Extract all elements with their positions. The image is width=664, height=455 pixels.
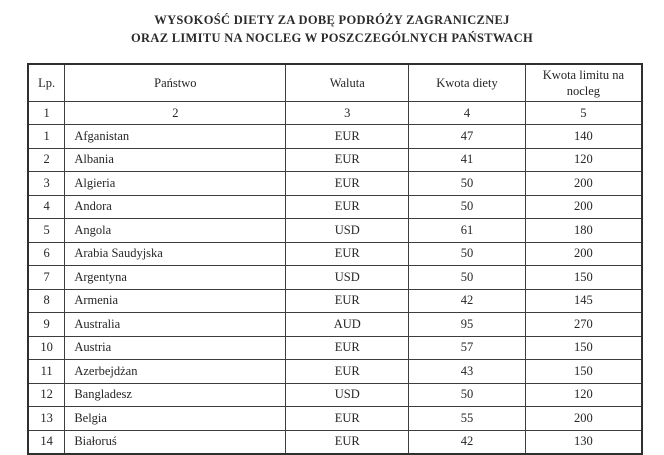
cell-diet-amount: 43 [409,360,526,384]
cell-lp: 1 [28,125,65,149]
cell-currency: EUR [286,148,409,172]
cell-lp: 4 [28,195,65,219]
table-row [28,407,642,431]
cell-night-limit: 140 [525,125,642,149]
cell-night-limit: 130 [525,430,642,454]
cell-lp: 6 [28,242,65,266]
cell-diet-amount: 50 [409,172,526,196]
cell-night-limit: 200 [525,195,642,219]
column-number-2: 2 [65,102,286,125]
column-number-row [28,102,642,125]
cell-country: Białoruś [65,430,286,454]
column-number-5: 5 [525,102,642,125]
cell-country: Belgia [65,407,286,431]
column-header-night-limit: Kwota limitu na nocleg [525,64,642,102]
document-title-line-2: ORAZ LIMITU NA NOCLEG W POSZCZEGÓLNYCH PAŃSTWACH [131,31,533,46]
diet-rates-table [27,63,643,455]
cell-lp: 11 [28,360,65,384]
cell-country: Arabia Saudyjska [65,242,286,266]
cell-country: Armenia [65,289,286,313]
cell-country: Algieria [65,172,286,196]
cell-night-limit: 150 [525,336,642,360]
cell-night-limit: 180 [525,219,642,243]
column-number-4: 4 [409,102,526,125]
table-row [28,219,642,243]
table-row [28,125,642,149]
cell-night-limit: 200 [525,242,642,266]
cell-diet-amount: 50 [409,195,526,219]
cell-diet-amount: 41 [409,148,526,172]
cell-lp: 14 [28,430,65,454]
cell-country: Afganistan [65,125,286,149]
cell-diet-amount: 50 [409,383,526,407]
cell-diet-amount: 50 [409,266,526,290]
cell-diet-amount: 61 [409,219,526,243]
cell-currency: EUR [286,125,409,149]
cell-night-limit: 200 [525,172,642,196]
cell-country: Andora [65,195,286,219]
cell-country: Bangladesz [65,383,286,407]
cell-lp: 3 [28,172,65,196]
cell-currency: EUR [286,430,409,454]
column-header-diet-amount: Kwota diety [409,64,526,102]
cell-lp: 2 [28,148,65,172]
cell-country: Albania [65,148,286,172]
column-number-3: 3 [286,102,409,125]
cell-lp: 9 [28,313,65,337]
cell-country: Angola [65,219,286,243]
cell-currency: USD [286,266,409,290]
cell-diet-amount: 42 [409,430,526,454]
cell-night-limit: 150 [525,266,642,290]
table-body [28,125,642,455]
cell-night-limit: 200 [525,407,642,431]
column-header-lp: Lp. [28,64,65,102]
rates-table-container [27,63,643,455]
cell-country: Austria [65,336,286,360]
cell-currency: AUD [286,313,409,337]
table-row [28,430,642,454]
cell-country: Azerbejdżan [65,360,286,384]
cell-lp: 8 [28,289,65,313]
document-title-line-1: WYSOKOŚĆ DIETY ZA DOBĘ PODRÓŻY ZAGRANICZNEJ [154,13,510,27]
table-row [28,172,642,196]
cell-lp: 7 [28,266,65,290]
cell-night-limit: 145 [525,289,642,313]
document-title [0,0,664,47]
cell-currency: EUR [286,242,409,266]
column-header-country: Państwo [65,64,286,102]
cell-currency: EUR [286,195,409,219]
table-row [28,360,642,384]
table-row [28,313,642,337]
cell-diet-amount: 55 [409,407,526,431]
cell-night-limit: 270 [525,313,642,337]
column-header-currency: Waluta [286,64,409,102]
cell-lp: 5 [28,219,65,243]
cell-country: Argentyna [65,266,286,290]
cell-diet-amount: 95 [409,313,526,337]
cell-currency: EUR [286,289,409,313]
table-row [28,336,642,360]
column-number-1: 1 [28,102,65,125]
cell-night-limit: 120 [525,383,642,407]
cell-currency: EUR [286,360,409,384]
cell-currency: EUR [286,172,409,196]
cell-lp: 12 [28,383,65,407]
cell-currency: USD [286,219,409,243]
cell-currency: EUR [286,407,409,431]
cell-diet-amount: 47 [409,125,526,149]
table-row [28,242,642,266]
table-header-row [28,64,642,102]
cell-lp: 10 [28,336,65,360]
cell-country: Australia [65,313,286,337]
table-row [28,148,642,172]
cell-night-limit: 150 [525,360,642,384]
table-row [28,383,642,407]
cell-lp: 13 [28,407,65,431]
cell-night-limit: 120 [525,148,642,172]
cell-currency: USD [286,383,409,407]
table-row [28,195,642,219]
cell-diet-amount: 50 [409,242,526,266]
table-row [28,289,642,313]
cell-currency: EUR [286,336,409,360]
cell-diet-amount: 57 [409,336,526,360]
table-row [28,266,642,290]
cell-diet-amount: 42 [409,289,526,313]
